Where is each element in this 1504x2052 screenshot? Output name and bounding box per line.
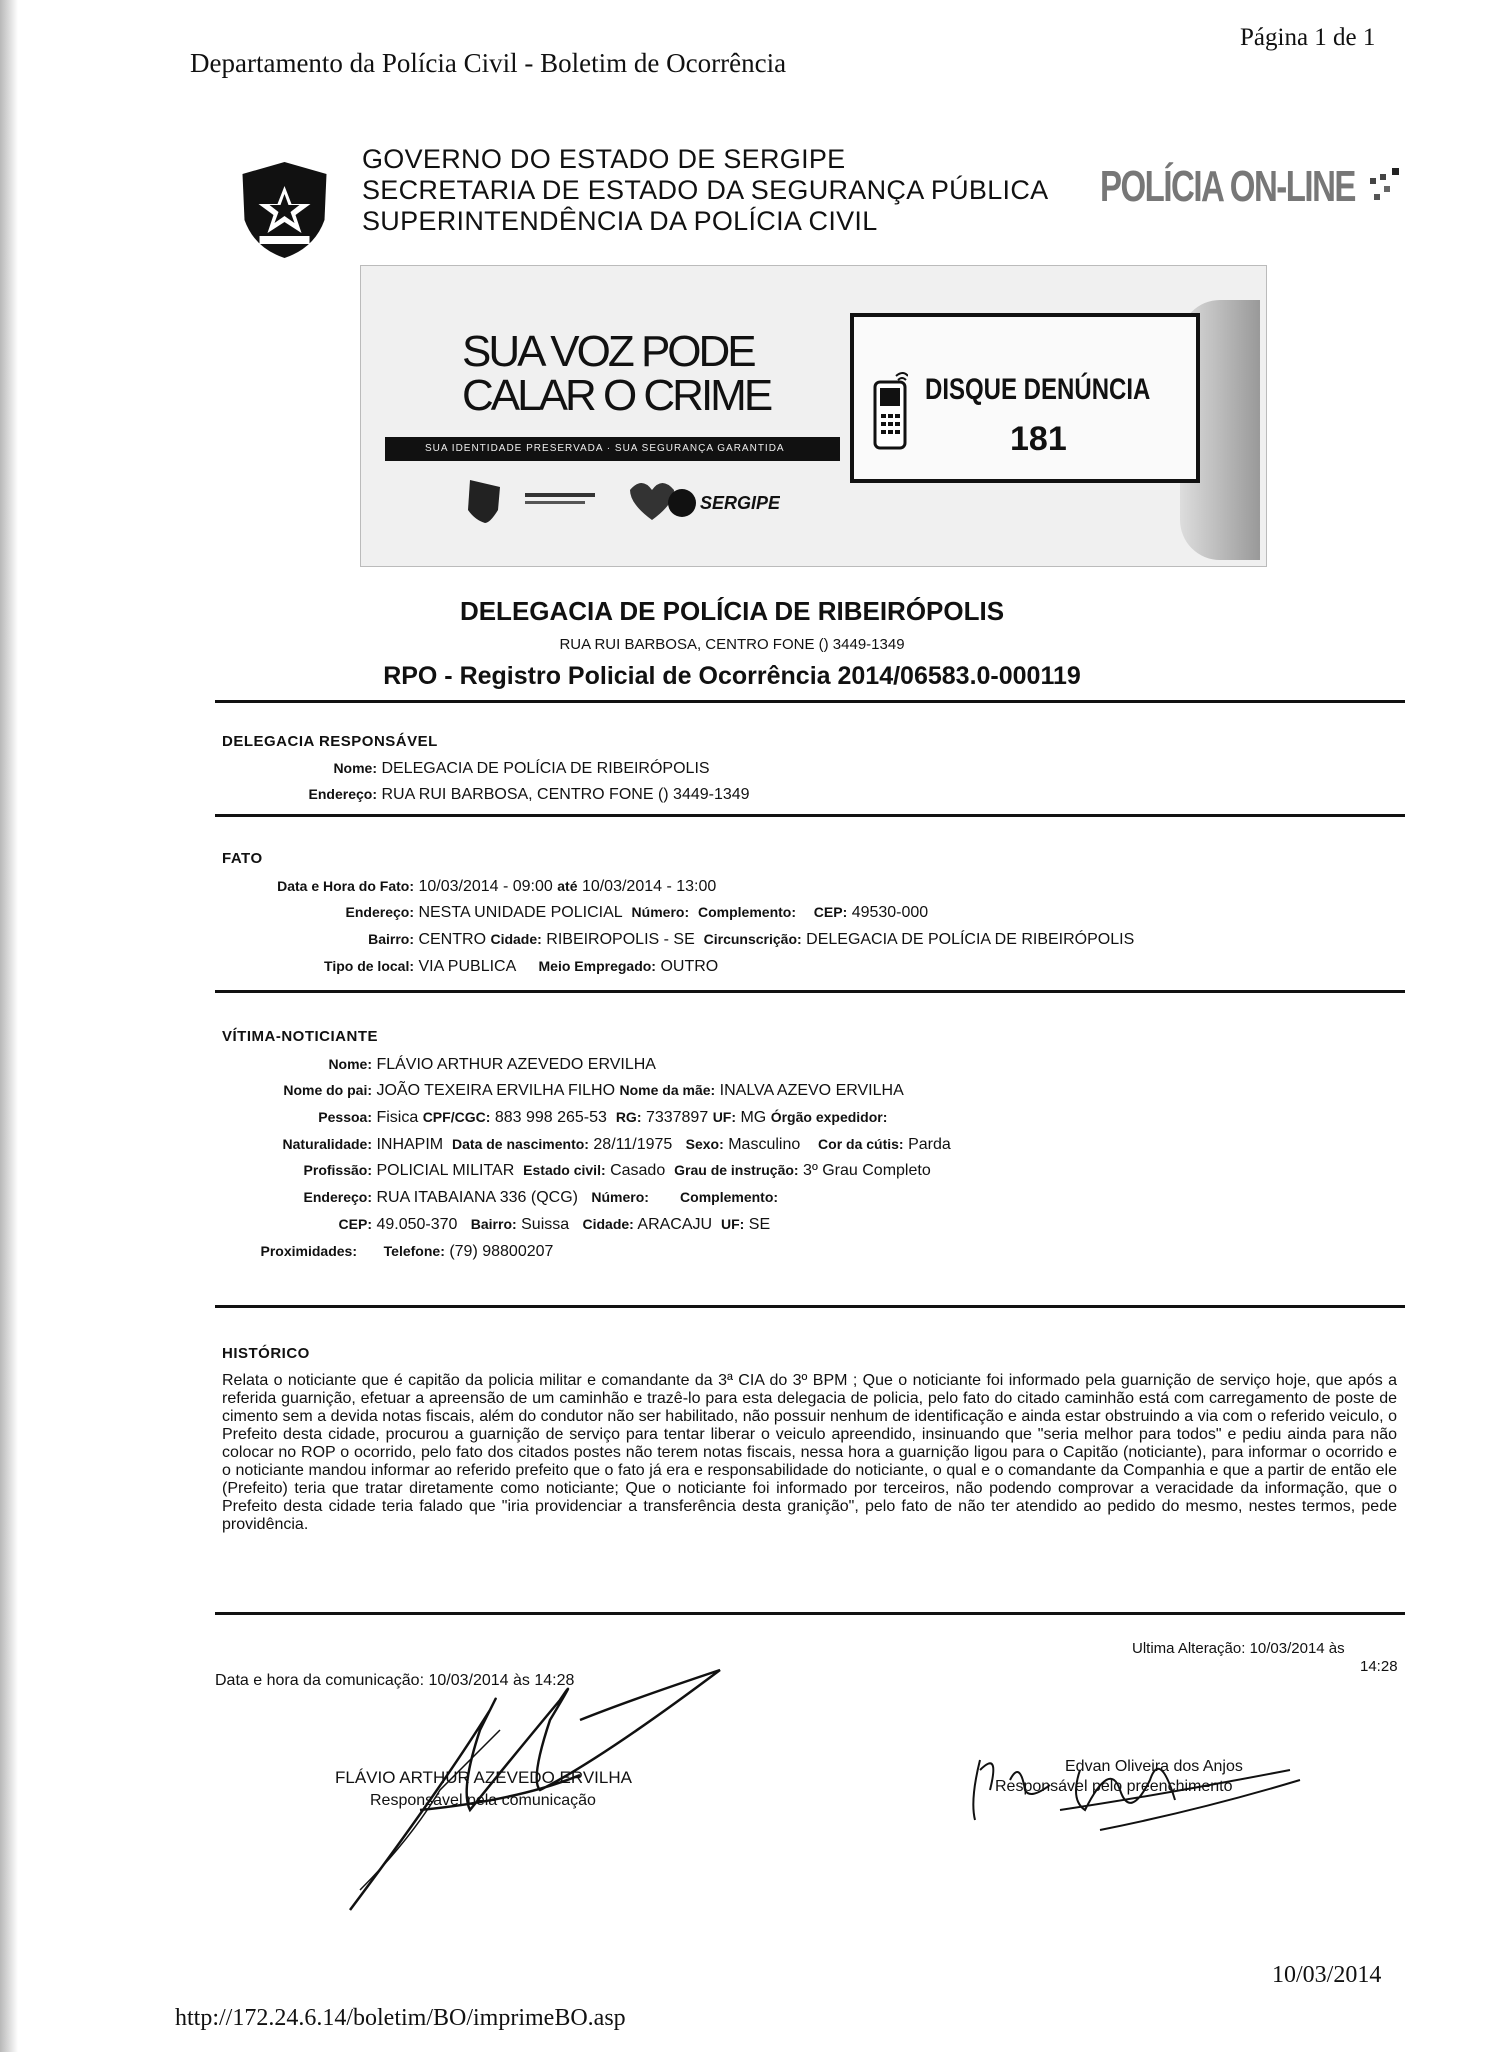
slogan-line-2: CALAR O CRIME	[462, 371, 771, 420]
delegacia-title: DELEGACIA DE POLÍCIA DE RIBEIRÓPOLIS	[459, 596, 1005, 626]
disque-denuncia-label: DISQUE DENÚNCIA	[925, 373, 1151, 406]
fato-endereco-row: Endereço: NESTA UNIDADE POLICIAL Número: Complemento: CEP: 49530-000	[345, 904, 929, 921]
footer-url: http://172.24.6.14/boletim/BO/imprimeBO.asp	[175, 2005, 626, 2031]
divider	[215, 814, 1405, 817]
vitima-nasc-row: Naturalidade: INHAPIM Data de nascimento: 28/11/1975 Sexo: Masculino Cor da cútis: Parda	[282, 1136, 951, 1153]
heart-icon	[630, 483, 674, 520]
slogan-line-1: SUA VOZ PODE	[462, 327, 754, 376]
gov-line-2: SECRETARIA DE ESTADO DA SEGURANÇA PÚBLICA	[362, 175, 1049, 205]
police-badge-icon	[232, 160, 337, 260]
vitima-pais-row: Nome do pai: JOÃO TEXEIRA ERVILHA FILHO Nome da mãe: INALVA AZEVO ERVILHA	[283, 1082, 904, 1099]
comunicacao-row: Data e hora da comunicação: 10/03/2014 às 14:28	[215, 1672, 575, 1689]
vitima-prof-row: Profissão: POLICIAL MILITAR Estado civil: Casado Grau de instrução: 3º Grau Completo	[303, 1162, 931, 1179]
ultima-alteracao-time: 14:28	[1360, 1658, 1398, 1675]
disque-denuncia-number: 181	[1010, 420, 1067, 458]
responsavel-endereco: RUA RUI BARBOSA, CENTRO FONE () 3449-1349	[381, 786, 750, 803]
handwritten-signature-right	[960, 1740, 1320, 1850]
fato-data-row: Data e Hora do Fato: 10/03/2014 - 09:00 até 10/03/2014 - 13:00	[277, 878, 717, 895]
divider	[215, 1305, 1405, 1308]
banner-logos	[460, 475, 780, 525]
small-badge-icon	[468, 480, 500, 523]
vitima-end-row: Endereço: RUA ITABAIANA 336 (QCG) Número: Complemento:	[303, 1189, 779, 1206]
delegacia-address: RUA RUI BARBOSA, CENTRO FONE () 3449-1349	[559, 636, 905, 653]
banner-slogan	[462, 327, 771, 420]
right-signer-name: Edvan Oliveira dos Anjos	[1065, 1758, 1243, 1775]
fato-tipo-row: Tipo de local: VIA PUBLICA Meio Empregado: OUTRO	[324, 958, 719, 975]
fato-bairro-row: Bairro: CENTRO Cidade: RIBEIROPOLIS - SE Circunscrição: DELEGACIA DE POLÍCIA DE RIBEIRÓPOLIS	[368, 931, 1135, 948]
scan-edge-shadow	[0, 0, 18, 2052]
section-vitima-noticiante: VÍTIMA-NOTICIANTE	[222, 1028, 378, 1045]
banner-black-bar: SUA IDENTIDADE PRESERVADA · SUA SEGURANÇA GARANTIDA	[385, 437, 840, 461]
left-signer-role: Responsável pela comunicação	[370, 1792, 596, 1809]
rpo-number: RPO - Registro Policial de Ocorrência 2014/06583.0-000119	[383, 662, 1081, 690]
section-fato: FATO	[222, 850, 263, 867]
section-delegacia-responsavel: DELEGACIA RESPONSÁVEL	[222, 733, 438, 750]
vitima-nome-row: Nome: FLÁVIO ARTHUR AZEVEDO ERVILHA	[328, 1056, 656, 1073]
fato-data-fim: 10/03/2014 - 13:00	[581, 878, 717, 895]
fato-data-inicio: 10/03/2014 - 09:00	[418, 878, 553, 895]
document-header-title: Departamento da Polícia Civil - Boletim de Ocorrência	[190, 48, 787, 78]
policia-online-logo: POLÍCIA ON-LINE	[1100, 162, 1355, 211]
vitima-tel-row: Proximidades: Telefone: (79) 98800207	[260, 1243, 554, 1260]
svg-text:SERGIPE: SERGIPE	[700, 493, 780, 513]
mobile-phone-icon	[872, 372, 908, 452]
divider	[215, 700, 1405, 703]
footer-date: 10/03/2014	[1272, 1962, 1382, 1988]
vitima-doc-row: Pessoa: Fisica CPF/CGC: 883 998 265-53 RG: 7337897 UF: MG Órgão expedidor:	[318, 1109, 888, 1126]
left-signer-name: FLÁVIO ARTHUR AZEVEDO ERVILHA	[335, 1768, 632, 1787]
responsavel-endereco-row: Endereço: RUA RUI BARBOSA, CENTRO FONE () 3449-1349	[308, 786, 750, 803]
online-dots-icon	[1370, 168, 1404, 202]
page-number: Página 1 de 1	[1240, 24, 1376, 51]
historico-text: Relata o noticiante que é capitão da policia militar e comandante da 3ª CIA do 3º BPM ; Que o noticiante foi informado pela guarnição de serviço hoje, que após a referida guarnição, efetuar a apreensão de um caminhão e trazê-lo para esta delegacia de policia, pelo fato do citado caminhão está com carregamento de poste de cimento sem a devida notas fiscais, além do condutor não ser habilitado, não possuir nenhum de identificação e ainda estar obstruindo a via com o referido veiculo, o Prefeito desta cidade, procurou a guarnição de serviço para tentar liberar o veiculo apreendido, insinuando que "seria melhor para todos" e pediu ainda para não colocar no ROP o ocorrido, pelo fato dos citados postes não terem notas fiscais, nessa hora a guarnição ligou para o Capitão (noticiante), para informar o ocorrido e o noticiante mandou informar ao referido prefeito que o fato já era e responsabilidade do noticiante, o qual e o comandante da Companhia e que a partir de então ele (Prefeito) teria que tratar diretamente como noticiante; Que o noticiante foi informado por terceiros, não podendo comprovar a veracidade da informação, que o Prefeito desta cidade teria falado que "iria providenciar a transferência desta granição", pelo fato de não ter atendido ao pedido do mesmo, nestes termos, pede providência.	[222, 1372, 1397, 1533]
section-historico: HISTÓRICO	[222, 1345, 310, 1362]
gov-line-1: GOVERNO DO ESTADO DE SERGIPE	[362, 144, 846, 174]
divider	[215, 1612, 1405, 1615]
responsavel-nome: DELEGACIA DE POLÍCIA DE RIBEIRÓPOLIS	[381, 760, 710, 777]
government-heading	[362, 144, 1048, 237]
gov-line-3: SUPERINTENDÊNCIA DA POLÍCIA CIVIL	[362, 206, 878, 236]
ultima-alteracao: Ultima Alteração: 10/03/2014 às	[1132, 1640, 1345, 1657]
responsavel-nome-row: Nome: DELEGACIA DE POLÍCIA DE RIBEIRÓPOLIS	[333, 760, 710, 777]
divider	[215, 990, 1405, 993]
vitima-cep-row: CEP: 49.050-370 Bairro: Suissa Cidade: ARACAJU UF: SE	[338, 1216, 771, 1233]
handwritten-signature-left	[320, 1640, 740, 1930]
right-signer-role: Responsável pelo preenchimento	[995, 1778, 1233, 1795]
comunicacao-datetime: 10/03/2014 às 14:28	[428, 1672, 575, 1689]
